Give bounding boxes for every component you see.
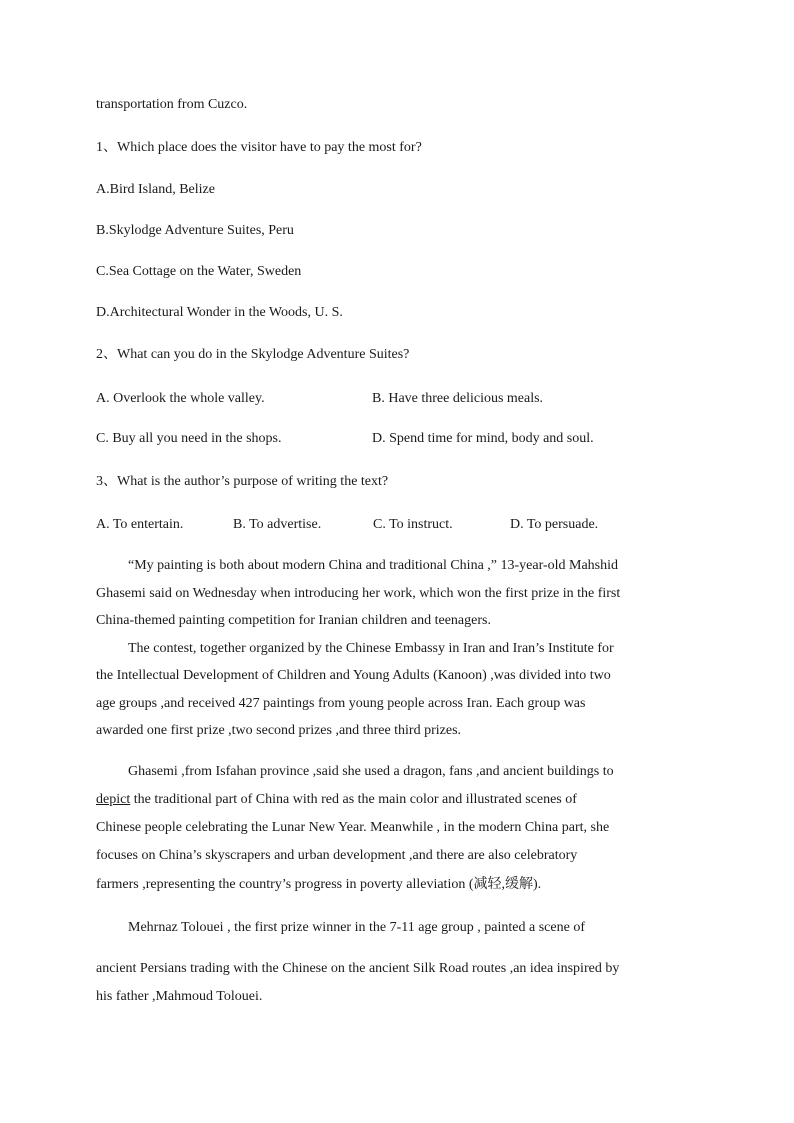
question-1-option-b: B.Skylodge Adventure Suites, Peru (96, 223, 294, 238)
passage-p3-line-1: Ghasemi ,from Isfahan province ,said she used a dragon, fans ,and ancient buildings to (128, 764, 614, 779)
passage-p2-line-4: awarded one first prize ,two second prizes ,and three third prizes. (96, 723, 462, 738)
question-3-option-c: C. To instruct. (373, 517, 453, 532)
passage-p1-line-3: China-themed painting competition for Iranian children and teenagers. (96, 613, 491, 628)
passage-p2-line-2: the Intellectual Development of Children and Young Adults (Kanoon) ,was divided into two (96, 668, 611, 683)
question-1-option-a: A.Bird Island, Belize (96, 182, 215, 197)
question-3-stem: 3、What is the author’s purpose of writing the text? (96, 474, 389, 489)
passage-p1-line-1: “My painting is both about modern China and traditional China ,” 13-year-old Mahshid (128, 558, 619, 573)
question-3-option-d: D. To persuade. (510, 517, 599, 532)
question-2-stem: 2、What can you do in the Skylodge Adventure Suites? (96, 347, 410, 362)
passage-p2-line-3: age groups ,and received 427 paintings from young people across Iran. Each group was (96, 696, 586, 711)
passage-p1-line-2: Ghasemi said on Wednesday when introducing her work, which won the first prize in the first (96, 586, 621, 601)
passage-p4-line-2: ancient Persians trading with the Chinese on the ancient Silk Road routes ,an idea inspired by (96, 961, 620, 976)
question-1-option-d: D.Architectural Wonder in the Woods, U. S. (96, 305, 343, 320)
question-3-option-b: B. To advertise. (233, 517, 322, 532)
underlined-word-depict: depict (96, 792, 131, 807)
passage-p3-line-4: focuses on China’s skyscrapers and urban development ,and there are also celebratory (96, 848, 578, 863)
passage-p4-line-1: Mehrnaz Tolouei , the first prize winner in the 7-11 age group , painted a scene of (128, 920, 585, 935)
question-2-option-b: B. Have three delicious meals. (372, 391, 544, 406)
question-2-option-d: D. Spend time for mind, body and soul. (372, 431, 594, 446)
passage-p2-line-1: The contest, together organized by the Chinese Embassy in Iran and Iran’s Institute for (128, 641, 614, 656)
question-2-option-a: A. Overlook the whole valley. (96, 391, 265, 406)
passage-p3-line-2-rest: the traditional part of China with red as the main color and illustrated scenes of (130, 792, 577, 807)
question-1-option-c: C.Sea Cottage on the Water, Sweden (96, 264, 302, 279)
intro-tail-text: transportation from Cuzco. (96, 97, 248, 112)
passage-p3-line-5: farmers ,representing the country’s progress in poverty alleviation (减轻,缓解). (96, 877, 542, 892)
question-1-stem: 1、Which place does the visitor have to pay the most for? (96, 140, 422, 155)
passage-p3-line-2 (96, 791, 577, 809)
passage-p4-line-3: his father ,Mahmoud Tolouei. (96, 989, 263, 1004)
question-2-option-c: C. Buy all you need in the shops. (96, 431, 282, 446)
passage-p3-line-3: Chinese people celebrating the Lunar New Year. Meanwhile , in the modern China part, she (96, 820, 610, 835)
question-3-option-a: A. To entertain. (96, 517, 184, 532)
